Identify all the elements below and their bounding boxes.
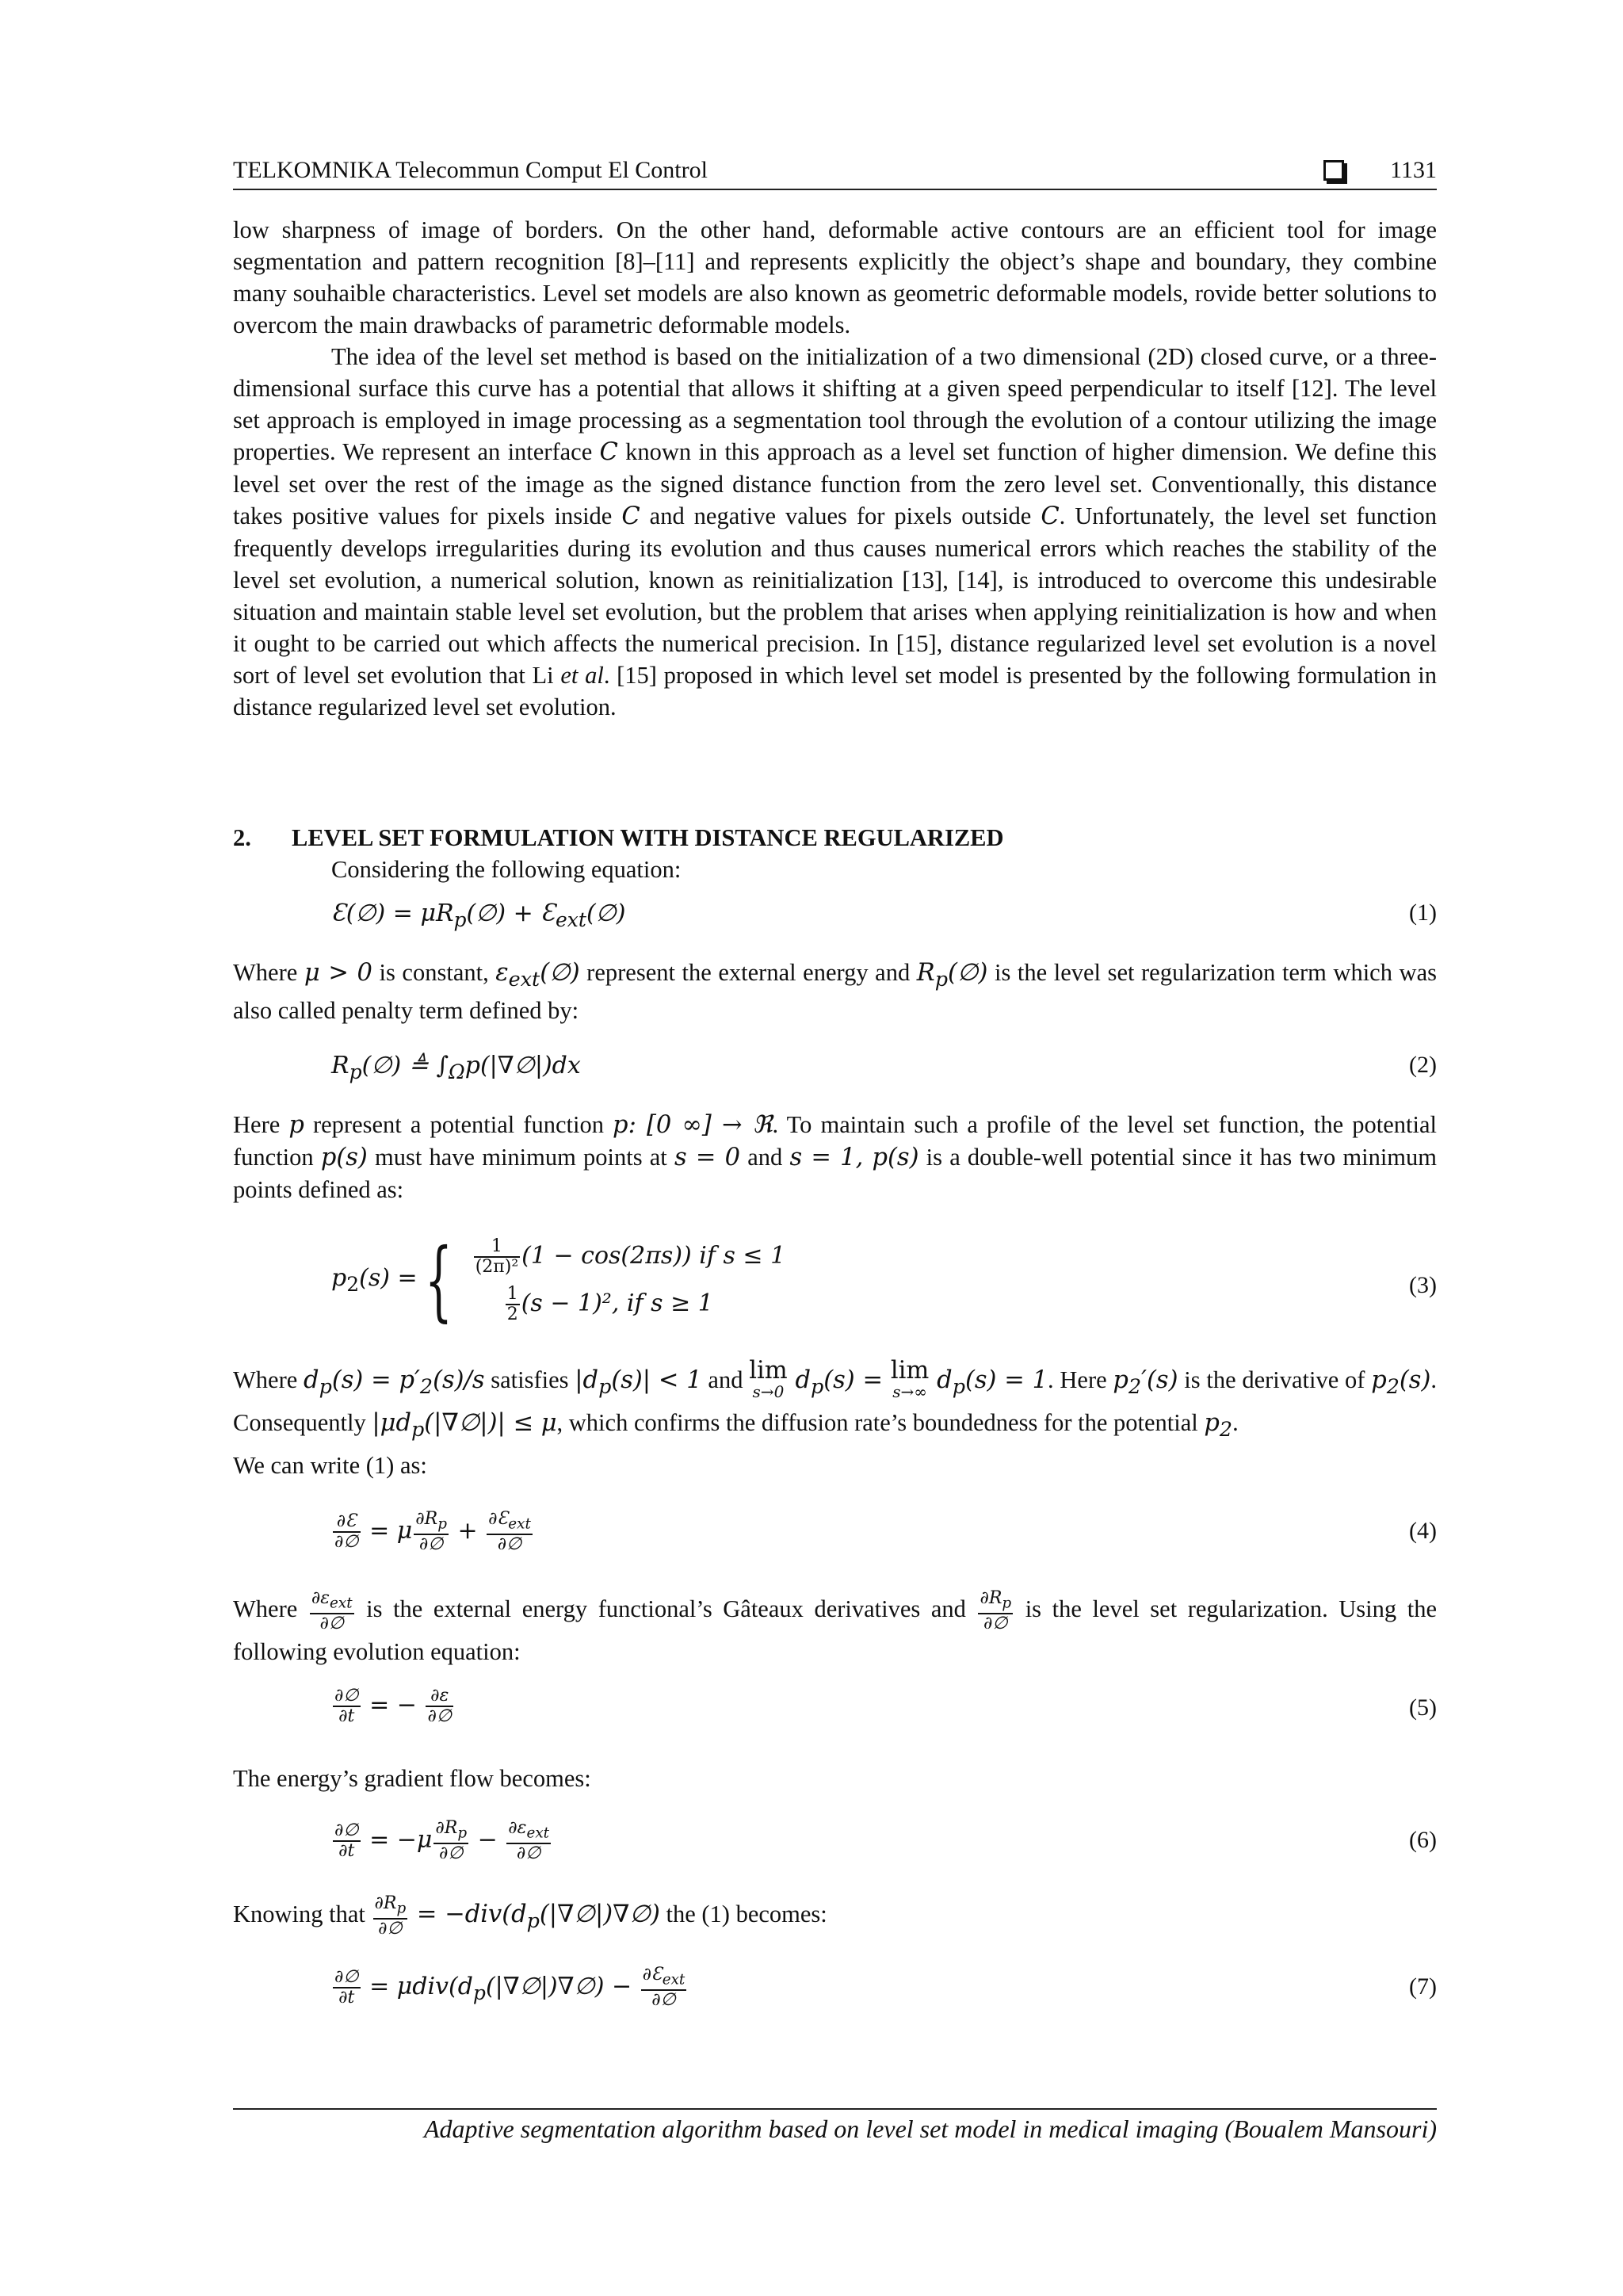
frac-num: ∂∅ [334, 1820, 359, 1841]
math-lim-1 [749, 1357, 1048, 1401]
equation-7-expression [331, 1966, 688, 2010]
n-sub: ext [526, 1824, 550, 1842]
eq2-sub: p [349, 1060, 362, 1083]
eq1-part: (∅) [586, 900, 626, 927]
text: is constant, [372, 959, 496, 986]
text: represent the external energy and [579, 959, 917, 986]
equation-5-number: (5) [1409, 1694, 1437, 1721]
equation-7-number: (7) [1409, 1973, 1437, 2000]
frac-num [641, 1966, 687, 1991]
m-sub: 2 [1128, 1374, 1142, 1399]
text-after-eq6 [233, 1894, 1437, 1939]
frac-den: ∂∅ [651, 1990, 676, 2011]
eq6-frac-1 [333, 1821, 361, 1861]
text: represent a potential function [304, 1111, 613, 1138]
text: . [1232, 1409, 1239, 1437]
p2-text-1: The idea of the level set method is based on the initialization of a two dimensional (2D) closed curve, or a three-dimensional surface this curve has a potential that allows it shifting at a given speed perpendicular to itself [12]. The level set approach is employed in image processing as a segmentation tool through the evolution of a contour utilizing the image properties. We represent an interface [233, 343, 1437, 465]
text: must have minimum points at [367, 1144, 674, 1171]
eq2-part: p(|∇∅|)dx [464, 1052, 581, 1079]
frac-den: ∂∅ [497, 1534, 522, 1555]
frac-den: 2 [506, 1305, 518, 1324]
frac-num: 1 [474, 1237, 520, 1258]
eq5-frac-1 [333, 1687, 361, 1726]
text: Here [233, 1111, 289, 1138]
equation-4 [233, 1510, 1437, 1557]
running-footer [233, 2108, 1437, 2144]
text: is a double-well potential since it has two minimum points defined as: [233, 1144, 1437, 1203]
frac-num [487, 1510, 533, 1535]
text: . Consequently [233, 1366, 1437, 1437]
math-mu: μ > 0 [304, 959, 372, 987]
text: We can write (1) as: [233, 1452, 427, 1480]
eq3-part: p [331, 1264, 347, 1292]
et-al: et al [560, 662, 604, 689]
text: is the level set regularization term which was also called penalty term defined by: [233, 959, 1437, 1025]
text: Where [233, 959, 304, 986]
math-s1: s = 1, p(s) [789, 1144, 919, 1171]
eq7-frac-1 [333, 1968, 361, 2008]
frac-den: ∂∅ [378, 1919, 403, 1939]
math-map: p: [0 ∞] → ℜ [613, 1111, 773, 1139]
intro-text [233, 214, 1437, 723]
math-mud [372, 1409, 557, 1442]
section-2 [233, 822, 1437, 885]
frac-num: ∂∅ [334, 1686, 359, 1706]
equation-1-expression [331, 900, 626, 931]
n-sub: p [457, 1824, 468, 1842]
frac-den: ∂t [338, 1988, 355, 2008]
text: Where [233, 1366, 304, 1393]
p2-text-3: and negative values for pixels outside [640, 502, 1041, 529]
m-sub: p [319, 1374, 332, 1399]
math-div [409, 1901, 660, 1933]
text-after-eq2 [233, 1109, 1437, 1205]
m: d [929, 1366, 953, 1394]
frac-den: ∂∅ [438, 1843, 464, 1864]
eq4-frac-2 [414, 1510, 449, 1554]
math-sub: ext [508, 967, 540, 991]
eq1-part: Ɛ(∅) = μR [331, 900, 454, 927]
p2-text-2: known in this approach as a level set function of higher dimension. We define this level set over the rest of the image as the signed distance function from the zero level set. Conventionally, this distance takes positive values for pixels inside [233, 438, 1437, 529]
frac-num [373, 1894, 408, 1920]
equation-3-expression [331, 1229, 786, 1331]
running-header [233, 155, 1437, 190]
m: = −div(d [409, 1901, 527, 1929]
eq4-frac-1 [333, 1512, 361, 1552]
frac-den: ∂∅ [418, 1534, 444, 1555]
m-sub: p [526, 1908, 540, 1933]
frac-den: ∂∅ [516, 1843, 541, 1864]
m: |d [575, 1366, 599, 1394]
eq3-part: (s) = [359, 1264, 418, 1292]
text: . To maintain such a profile of the level set function, the potential function [233, 1111, 1437, 1171]
inline-frac-1 [310, 1589, 354, 1633]
m-sub: p [952, 1374, 965, 1399]
eq3-part: (1 − cos(2πs)) if s ≤ 1 [521, 1242, 786, 1270]
equation-4-number: (4) [1409, 1518, 1437, 1544]
section-title: LEVEL SET FORMULATION WITH DISTANCE REGULARIZED [292, 824, 1004, 851]
math-p2prime [1113, 1366, 1178, 1399]
math-s0: s = 0 [674, 1144, 741, 1171]
n-sub: p [1002, 1595, 1012, 1612]
frac-den: ∂∅ [427, 1706, 452, 1726]
eq4-frac-3 [487, 1510, 533, 1554]
page-box-icon [1323, 160, 1344, 181]
eq6-frac-2 [433, 1819, 468, 1863]
n: ∂ε [508, 1818, 527, 1838]
eq5-part: = − [361, 1691, 425, 1719]
eq6-part: − [470, 1826, 506, 1855]
math-bound [575, 1366, 702, 1399]
symbol-c: C [599, 438, 618, 466]
math-arg: (∅) [948, 959, 988, 987]
section-number: 2. [233, 824, 251, 851]
eq1-sub: ext [556, 908, 586, 931]
page-number: 1131 [1390, 157, 1437, 183]
paragraph-2 [233, 341, 1437, 723]
eq4-part: + [449, 1517, 486, 1545]
n-sub: ext [508, 1515, 531, 1533]
m: ′(s) [1141, 1366, 1178, 1394]
math-ps: p(s) [320, 1144, 368, 1171]
frac-num [414, 1510, 449, 1535]
m: p [1371, 1366, 1387, 1394]
text-after-eq1 [233, 957, 1437, 1026]
math-r: R [916, 959, 935, 987]
m: (s) = 1 [964, 1366, 1048, 1394]
eq7-sub: p [472, 1981, 486, 2005]
equation-5 [233, 1687, 1437, 1734]
n: ∂ε [311, 1588, 330, 1608]
section-heading [233, 822, 1437, 854]
n: ∂R [435, 1818, 458, 1838]
m: |μd [372, 1409, 411, 1438]
section-intro: Considering the following equation: [331, 856, 682, 883]
frac-den: ∂∅ [983, 1614, 1008, 1634]
frac-den: ∂t [338, 1706, 355, 1726]
left-brace: { [425, 1229, 453, 1331]
equation-3 [233, 1229, 1437, 1343]
eq4-part: = μ [361, 1517, 413, 1545]
eq3-frac-2 [506, 1285, 520, 1324]
symbol-c: C [1041, 502, 1060, 530]
eq3-case-1 [472, 1232, 786, 1280]
eq2-part: R [331, 1052, 349, 1079]
inline-frac [373, 1894, 408, 1939]
eq3-frac-1 [474, 1237, 520, 1277]
text: and [701, 1366, 750, 1393]
text: and [740, 1144, 790, 1171]
eq1-sub: p [453, 908, 467, 931]
lim: lim [890, 1357, 930, 1385]
text-after-eq3 [233, 1357, 1437, 1484]
eq3-case-2 [472, 1280, 786, 1328]
eq7-part: = μdiv(d [361, 1973, 473, 2001]
frac-num [506, 1819, 551, 1844]
footer-title: Adaptive segmentation algorithm based on level set model in medical imaging (Boualem Mansouri) [424, 2115, 1437, 2143]
m-sub: 2 [1219, 1417, 1233, 1442]
text: is the external energy functional’s Gâteaux derivatives and [355, 1595, 977, 1623]
frac-den: ∂t [338, 1841, 355, 1862]
eq3-part: (s − 1)², if s ≥ 1 [521, 1289, 713, 1317]
frac-den: ∂∅ [334, 1532, 359, 1553]
frac-num: ∂∅ [334, 1967, 359, 1988]
text: is the level set regularization. Using the following evolution equation: [233, 1595, 1437, 1666]
n-sub: ext [330, 1595, 353, 1612]
text: Knowing that [233, 1901, 372, 1928]
equation-1-number: (1) [1409, 900, 1437, 926]
lim-sub: s→0 [752, 1382, 785, 1401]
n-sub: p [396, 1900, 407, 1917]
n: ∂R [980, 1588, 1002, 1608]
m-sub: 2 [1386, 1374, 1400, 1399]
math-dps [304, 1366, 485, 1399]
frac-num [978, 1589, 1013, 1614]
math-p: p [288, 1111, 304, 1139]
eq6-frac-3 [506, 1819, 551, 1863]
math-p2 [1371, 1366, 1431, 1399]
equation-2-number: (2) [1409, 1052, 1437, 1078]
math-eps: ε [495, 959, 509, 987]
m: (s)/s [433, 1366, 485, 1394]
frac-num [310, 1589, 354, 1614]
inline-frac-2 [978, 1589, 1013, 1633]
n-sub: p [437, 1515, 447, 1533]
text: Where [233, 1595, 308, 1623]
m: d [304, 1366, 319, 1394]
equation-6-expression [331, 1819, 552, 1863]
m-sub: p [810, 1374, 824, 1399]
math-arg: (∅) [540, 959, 580, 987]
eq7-frac-2 [641, 1966, 687, 2010]
m: p [1204, 1409, 1220, 1438]
equation-4-expression [331, 1510, 534, 1554]
n: ∂Ɛ [642, 1965, 663, 1985]
text-after-eq5: The energy’s gradient flow becomes: [233, 1765, 591, 1792]
lim-block [749, 1357, 788, 1401]
lim: lim [749, 1357, 788, 1385]
eq3-cases [472, 1232, 786, 1328]
frac-num: ∂ε [426, 1687, 453, 1707]
frac-num [433, 1819, 468, 1844]
m: (s) = p′ [331, 1366, 420, 1394]
equation-6-number: (6) [1409, 1827, 1437, 1853]
m-sub: 2 [419, 1374, 433, 1399]
eq3-lhs [331, 1264, 418, 1296]
m: d [787, 1366, 811, 1394]
text: satisfies [484, 1366, 575, 1393]
equation-5-expression [331, 1687, 455, 1726]
m: (s) [1399, 1366, 1431, 1394]
text: the (1) becomes: [659, 1901, 827, 1928]
lim-block [890, 1357, 930, 1401]
eq5-frac-2 [426, 1687, 453, 1726]
equation-7 [233, 1966, 1437, 2013]
equation-3-number: (3) [1409, 1272, 1437, 1298]
eq7-part: (|∇∅|)∇∅) − [485, 1973, 640, 2001]
p2-text-4: . Unfortunately, the level set function frequently develops irregularities during its evolution and thus causes numerical errors which reaches the stability of the level set evolution, a numerical solution, known as reinitialization [13], [14], is introduced to overcome this undesirable situation and maintain stable level set evolution, but the problem that arises when applying reinitialization is how and when it ought to be carried out which affects the numerical precision. In [15], distance regularized level set evolution is a novel sort of level set evolution that Li [233, 502, 1437, 689]
text-after-eq4 [233, 1589, 1437, 1670]
text: . Here [1048, 1366, 1113, 1393]
frac-den: ∂∅ [319, 1614, 344, 1634]
symbol-c: C [621, 502, 640, 530]
paragraph-1: low sharpness of image of borders. On the other hand, deformable active contours are an efficient tool for image segmentation and pattern recognition [8]–[11] and represents explicitly the object’s shape and boundary, they combine many souhaible characteristics. Level set models are also known as geometric deformable models, rovide better solutions to overcom the main drawbacks of parametric deformable models. [233, 216, 1437, 338]
equation-2-expression [331, 1052, 581, 1083]
frac-den: (2π)² [475, 1257, 519, 1277]
m: (|∇∅|)| ≤ μ [424, 1409, 557, 1438]
m: (s) = [823, 1366, 891, 1394]
n: ∂Ɛ [488, 1509, 509, 1529]
m: p [1113, 1366, 1128, 1394]
lim-sub: s→∞ [892, 1382, 927, 1401]
n: ∂R [374, 1893, 397, 1913]
n-sub: ext [662, 1971, 685, 1988]
text: is the derivative of [1178, 1366, 1372, 1393]
frac-num: ∂Ɛ [333, 1512, 361, 1533]
eq2-sub: Ω [449, 1060, 465, 1083]
n: ∂R [415, 1509, 438, 1529]
m: (s)| < 1 [611, 1366, 702, 1394]
frac-num: 1 [506, 1284, 518, 1304]
eq2-part: (∅) ≜ ∫ [361, 1052, 449, 1079]
eq6-part: = −μ [361, 1826, 433, 1855]
math-pp [1204, 1409, 1233, 1442]
text: , which confirms the diffusion rate’s boundedness for the potential [556, 1409, 1205, 1437]
journal-title: TELKOMNIKA Telecommun Comput El Control [233, 157, 708, 183]
m-sub: p [598, 1374, 612, 1399]
m-sub: p [411, 1417, 425, 1442]
eq3-sub: 2 [346, 1273, 360, 1296]
eq1-part: (∅) + Ɛ [466, 900, 556, 927]
math-sub: p [934, 967, 949, 991]
p2-text-5: . [15] proposed in which level set model is presented by the following formulation in distance regularized level set evolution. [233, 662, 1437, 720]
equation-6 [233, 1819, 1437, 1866]
m: (|∇∅|)∇∅) [539, 1901, 660, 1929]
